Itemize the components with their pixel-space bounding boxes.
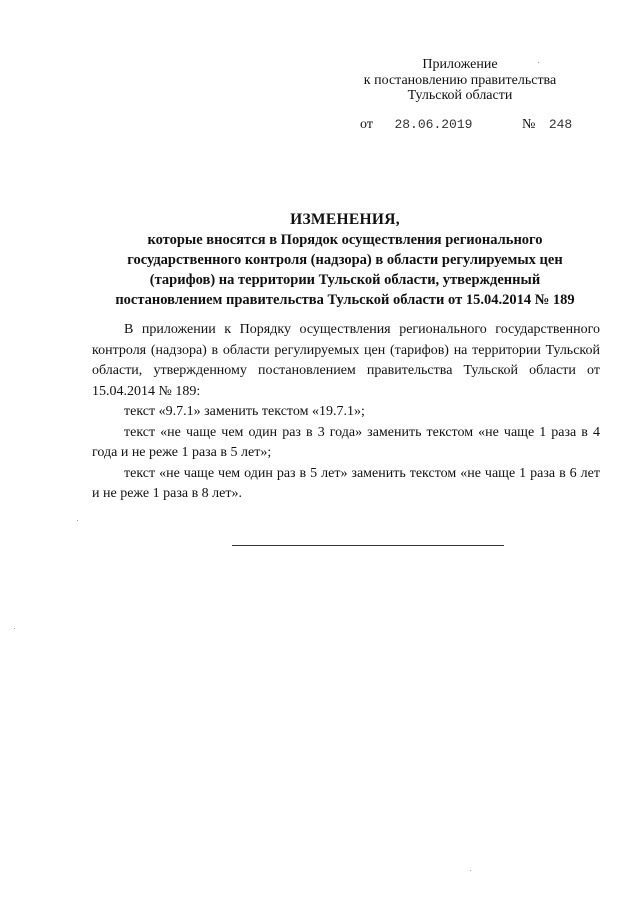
- header-line-region: Тульской области: [407, 88, 513, 103]
- title-line-3: (тарифов) на территории Тульской области, утвержденный: [149, 272, 541, 288]
- decree-number: 248: [548, 117, 573, 132]
- header-line-appendix: Приложение: [422, 57, 498, 72]
- decree-date: 28.06.2019: [394, 117, 473, 132]
- title-line-4: постановлением правительства Тульской области от 15.04.2014 № 189: [115, 292, 575, 308]
- scan-speck: [77, 520, 78, 521]
- decree-number-label: №: [521, 117, 536, 132]
- document-title: [90, 210, 600, 310]
- body-paragraph-change-3: текст «не чаще чем один раз в 5 лет» заменить текстом «не чаще 1 раза в 6 лет и не реже 1 раза в 8 лет».: [92, 465, 600, 501]
- document-body: [92, 320, 600, 505]
- header-line-decree: к постановлению правительства: [363, 72, 557, 88]
- closing-divider: [232, 545, 504, 546]
- date-from-label: от: [360, 117, 373, 132]
- title-line-2: государственного контроля (надзора) в области регулируемых цен: [127, 252, 563, 268]
- appendix-header: [340, 57, 580, 104]
- body-paragraph-change-1: текст «9.7.1» заменить текстом «19.7.1»;: [124, 404, 365, 419]
- scan-speck: [470, 870, 471, 871]
- decree-dateline: [360, 117, 600, 133]
- title-main: ИЗМЕНЕНИЯ,: [290, 211, 400, 228]
- body-paragraph-change-2: текст «не чаще чем один раз в 3 года» заменить текстом «не чаще 1 раза в 4 года и не реже 1 раза в 5 лет»;: [92, 424, 600, 460]
- title-line-1: которые вносятся в Порядок осуществления регионального: [147, 232, 543, 248]
- scan-speck: [14, 628, 15, 629]
- scan-speck: [538, 62, 539, 63]
- body-paragraph-intro: В приложении к Порядку осуществления регионального государственного контроля (надзора) в области регулируемых цен (тарифов) на территории Тульской области, утвержденному постановлением правительства Тульской области от 15.04.2014 № 189:: [92, 322, 600, 399]
